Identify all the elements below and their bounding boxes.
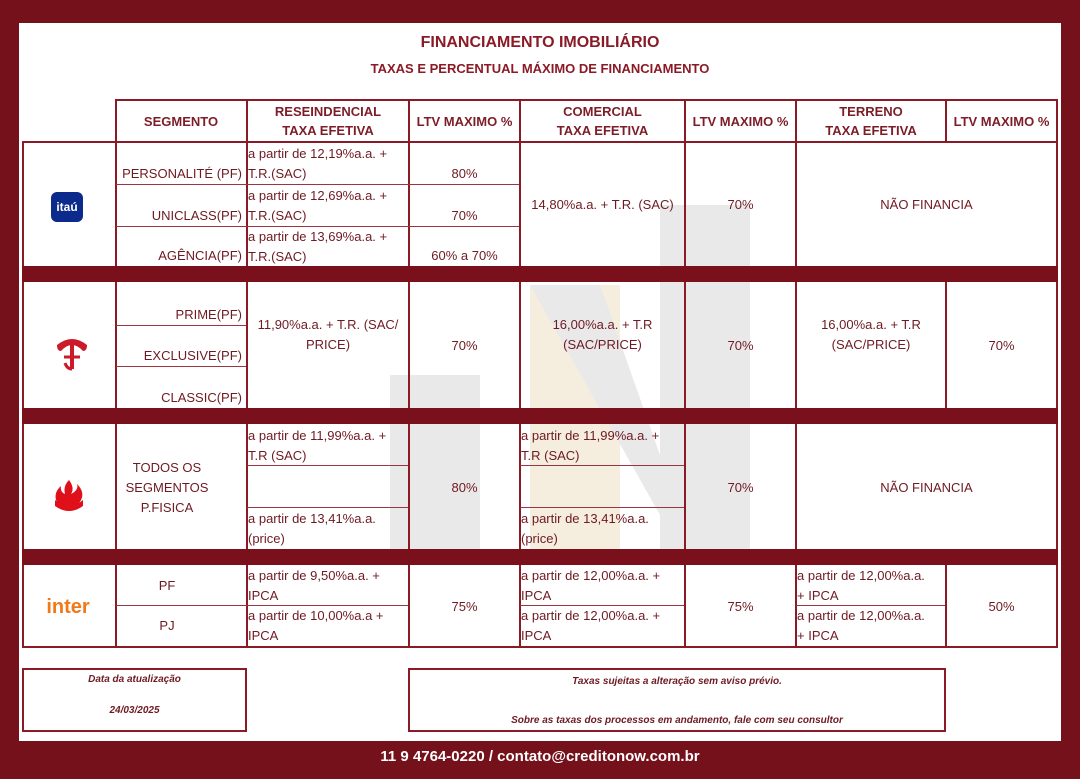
santander-com-rate-2-line1: a partir de 13,41%a.a. bbox=[521, 510, 649, 526]
itau-res-rate-2-line1: a partir de 12,69%a.a. + bbox=[248, 187, 388, 203]
inter-com-rate-pf bbox=[521, 567, 684, 605]
inter-com-rate-pj-line2: IPCA bbox=[521, 628, 552, 643]
itau-res-ltv-2: 70% bbox=[451, 208, 478, 223]
row-separator bbox=[22, 266, 1058, 282]
itau-res-rate-3-line2: T.R.(SAC) bbox=[248, 248, 307, 264]
inter-ter-rate-pj-line1: a partir de 12,00%a.a. bbox=[797, 608, 925, 623]
itau-res-rate-2-line2: T.R.(SAC) bbox=[248, 207, 307, 223]
inter-com-rate-pj-line1: a partir de 12,00%a.a. + bbox=[521, 608, 661, 623]
notes-line1: Taxas sujeitas a alteração sem aviso prévio. bbox=[572, 676, 782, 687]
inter-ter-rate-pf-line2: + IPCA bbox=[797, 588, 839, 603]
itau-res-rate-3 bbox=[248, 227, 408, 266]
santander-res-rate-1-line2: T.R (SAC) bbox=[248, 447, 307, 463]
inter-com-ltv: 75% bbox=[727, 598, 754, 614]
notes-line2: Sobre as taxas dos processos em andamento, fale com seu consultor bbox=[511, 715, 843, 726]
inter-ter-ltv: 50% bbox=[988, 598, 1015, 614]
inter-res-rate-pf-line1: a partir de 9,50%a.a. + bbox=[248, 568, 380, 583]
santander-logo bbox=[51, 478, 87, 512]
santander-res-rate-2 bbox=[248, 508, 408, 549]
santander-res-rate-1 bbox=[248, 426, 408, 465]
contact-footer: 11 9 4764-0220 / contato@creditonow.com.br bbox=[380, 748, 700, 765]
santander-segment-line2: SEGMENTOS bbox=[125, 479, 209, 495]
santander-com-rate-1-line2: T.R (SAC) bbox=[521, 447, 580, 463]
inter-res-ltv: 75% bbox=[451, 598, 478, 614]
update-date: 24/03/2025 bbox=[109, 705, 160, 716]
inter-ter-rate-pf bbox=[797, 567, 945, 605]
header-terreno-line2: TAXA EFETIVA bbox=[825, 123, 917, 138]
itau-res-ltv-3: 60% a 70% bbox=[431, 248, 498, 263]
inter-ter-rate-pj-line2: + IPCA bbox=[797, 628, 839, 643]
bradesco-ter-rate-line1: 16,00%a.a. + T.R bbox=[821, 317, 921, 332]
header-residencial-line2: TAXA EFETIVA bbox=[282, 123, 374, 138]
santander-segment-line3: P.FISICA bbox=[140, 499, 194, 515]
itau-com-ltv: 70% bbox=[727, 196, 754, 212]
bradesco-res-ltv: 70% bbox=[451, 338, 478, 353]
row-separator bbox=[22, 408, 1058, 424]
bradesco-ter-rate-line2: (SAC/PRICE) bbox=[831, 337, 911, 352]
inter-res-rate-pj-line2: IPCA bbox=[248, 628, 279, 643]
bradesco-com-ltv: 70% bbox=[727, 338, 754, 353]
page-subtitle: TAXAS E PERCENTUAL MÁXIMO DE FINANCIAMENTO bbox=[370, 61, 710, 76]
inter-res-rate-pf-line2: IPCA bbox=[248, 588, 279, 603]
bradesco-logo bbox=[53, 333, 91, 373]
bradesco-com-rate bbox=[521, 284, 684, 408]
header-residencial bbox=[248, 101, 408, 141]
santander-com-rate-2-line2: (price) bbox=[521, 530, 558, 546]
itau-res-rate-2 bbox=[248, 185, 408, 226]
santander-com-rate-1-line1: a partir de 11,99%a.a. + bbox=[521, 427, 660, 443]
itau-res-rate-3-line1: a partir de 13,69%a.a. + bbox=[248, 228, 388, 244]
itau-res-rate-1-line1: a partir de 12,19%a.a. + bbox=[248, 145, 388, 161]
itau-segment-personalite: PERSONALITÉ (PF) bbox=[122, 166, 242, 181]
header-comercial-line2: TAXA EFETIVA bbox=[556, 123, 649, 138]
inter-logo: inter bbox=[46, 596, 90, 618]
bradesco-segment-classic: CLASSIC(PF) bbox=[161, 390, 242, 405]
inter-segment-pj: PJ bbox=[159, 618, 175, 633]
santander-res-rate-2-line2: (price) bbox=[248, 530, 285, 546]
header-comercial-line1: COMERCIAL bbox=[563, 104, 642, 119]
inter-com-rate-pj bbox=[521, 606, 684, 646]
header-comercial bbox=[521, 101, 684, 141]
santander-com-rate-1 bbox=[521, 426, 684, 465]
itau-res-rate-1-line2: T.R.(SAC) bbox=[248, 165, 307, 181]
bradesco-com-rate-line2: (SAC/PRICE) bbox=[563, 337, 642, 352]
inter-res-rate-pf bbox=[248, 567, 408, 605]
header-terreno bbox=[797, 101, 945, 141]
itau-logo: itaú bbox=[51, 192, 83, 222]
santander-res-rate-1-line1: a partir de 11,99%a.a. + bbox=[248, 427, 387, 443]
update-label: Data da atualização bbox=[88, 674, 181, 685]
header-ltv-comercial: LTV MAXIMO % bbox=[692, 113, 789, 129]
header-ltv-residencial: LTV MAXIMO % bbox=[416, 113, 513, 129]
itau-com-rate: 14,80%a.a. + T.R. (SAC) bbox=[531, 196, 674, 212]
bradesco-ter-rate bbox=[797, 284, 945, 408]
itau-res-rate-1 bbox=[248, 143, 408, 184]
santander-res-ltv: 80% bbox=[451, 479, 478, 495]
itau-segment-agencia: AGÊNCIA(PF) bbox=[158, 248, 242, 263]
header-residencial-line1: RESEINDENCIAL bbox=[274, 104, 382, 119]
santander-segment bbox=[116, 426, 246, 549]
inter-ter-rate-pf-line1: a partir de 12,00%a.a. bbox=[797, 568, 925, 583]
row-separator bbox=[22, 549, 1058, 565]
bradesco-segment-prime: PRIME(PF) bbox=[175, 307, 242, 322]
santander-com-rate-2 bbox=[521, 508, 684, 549]
itau-terreno: NÃO FINANCIA bbox=[880, 196, 973, 212]
santander-com-ltv: 70% bbox=[727, 479, 754, 495]
santander-terreno: NÃO FINANCIA bbox=[880, 479, 973, 495]
inter-com-rate-pf-line2: IPCA bbox=[521, 588, 552, 603]
bradesco-res-rate-line1: 11,90%a.a. + T.R. (SAC/ bbox=[257, 317, 399, 332]
itau-res-ltv-1: 80% bbox=[451, 166, 478, 181]
inter-res-rate-pj-line1: a partir de 10,00%a.a + bbox=[248, 608, 384, 623]
bradesco-res-rate bbox=[248, 284, 408, 408]
bradesco-com-rate-line1: 16,00%a.a. + T.R bbox=[552, 317, 653, 332]
header-ltv-terreno: LTV MAXIMO % bbox=[953, 113, 1050, 129]
header-segmento: SEGMENTO bbox=[143, 113, 219, 129]
santander-segment-line1: TODOS OS bbox=[132, 459, 202, 475]
page-title: FINANCIAMENTO IMOBILIÁRIO bbox=[420, 34, 660, 51]
bradesco-segment-exclusive: EXCLUSIVE(PF) bbox=[143, 348, 242, 363]
inter-ter-rate-pj bbox=[797, 606, 945, 646]
bradesco-ter-ltv: 70% bbox=[988, 338, 1015, 353]
santander-res-rate-2-line1: a partir de 13,41%a.a. bbox=[248, 510, 376, 526]
inter-com-rate-pf-line1: a partir de 12,00%a.a. + bbox=[521, 568, 661, 583]
bradesco-res-rate-line2: PRICE) bbox=[305, 337, 351, 352]
inter-res-rate-pj bbox=[248, 606, 408, 646]
header-terreno-line1: TERRENO bbox=[839, 104, 903, 119]
inter-segment-pf: PF bbox=[158, 578, 176, 593]
itau-segment-uniclass: UNICLASS(PF) bbox=[151, 208, 242, 223]
